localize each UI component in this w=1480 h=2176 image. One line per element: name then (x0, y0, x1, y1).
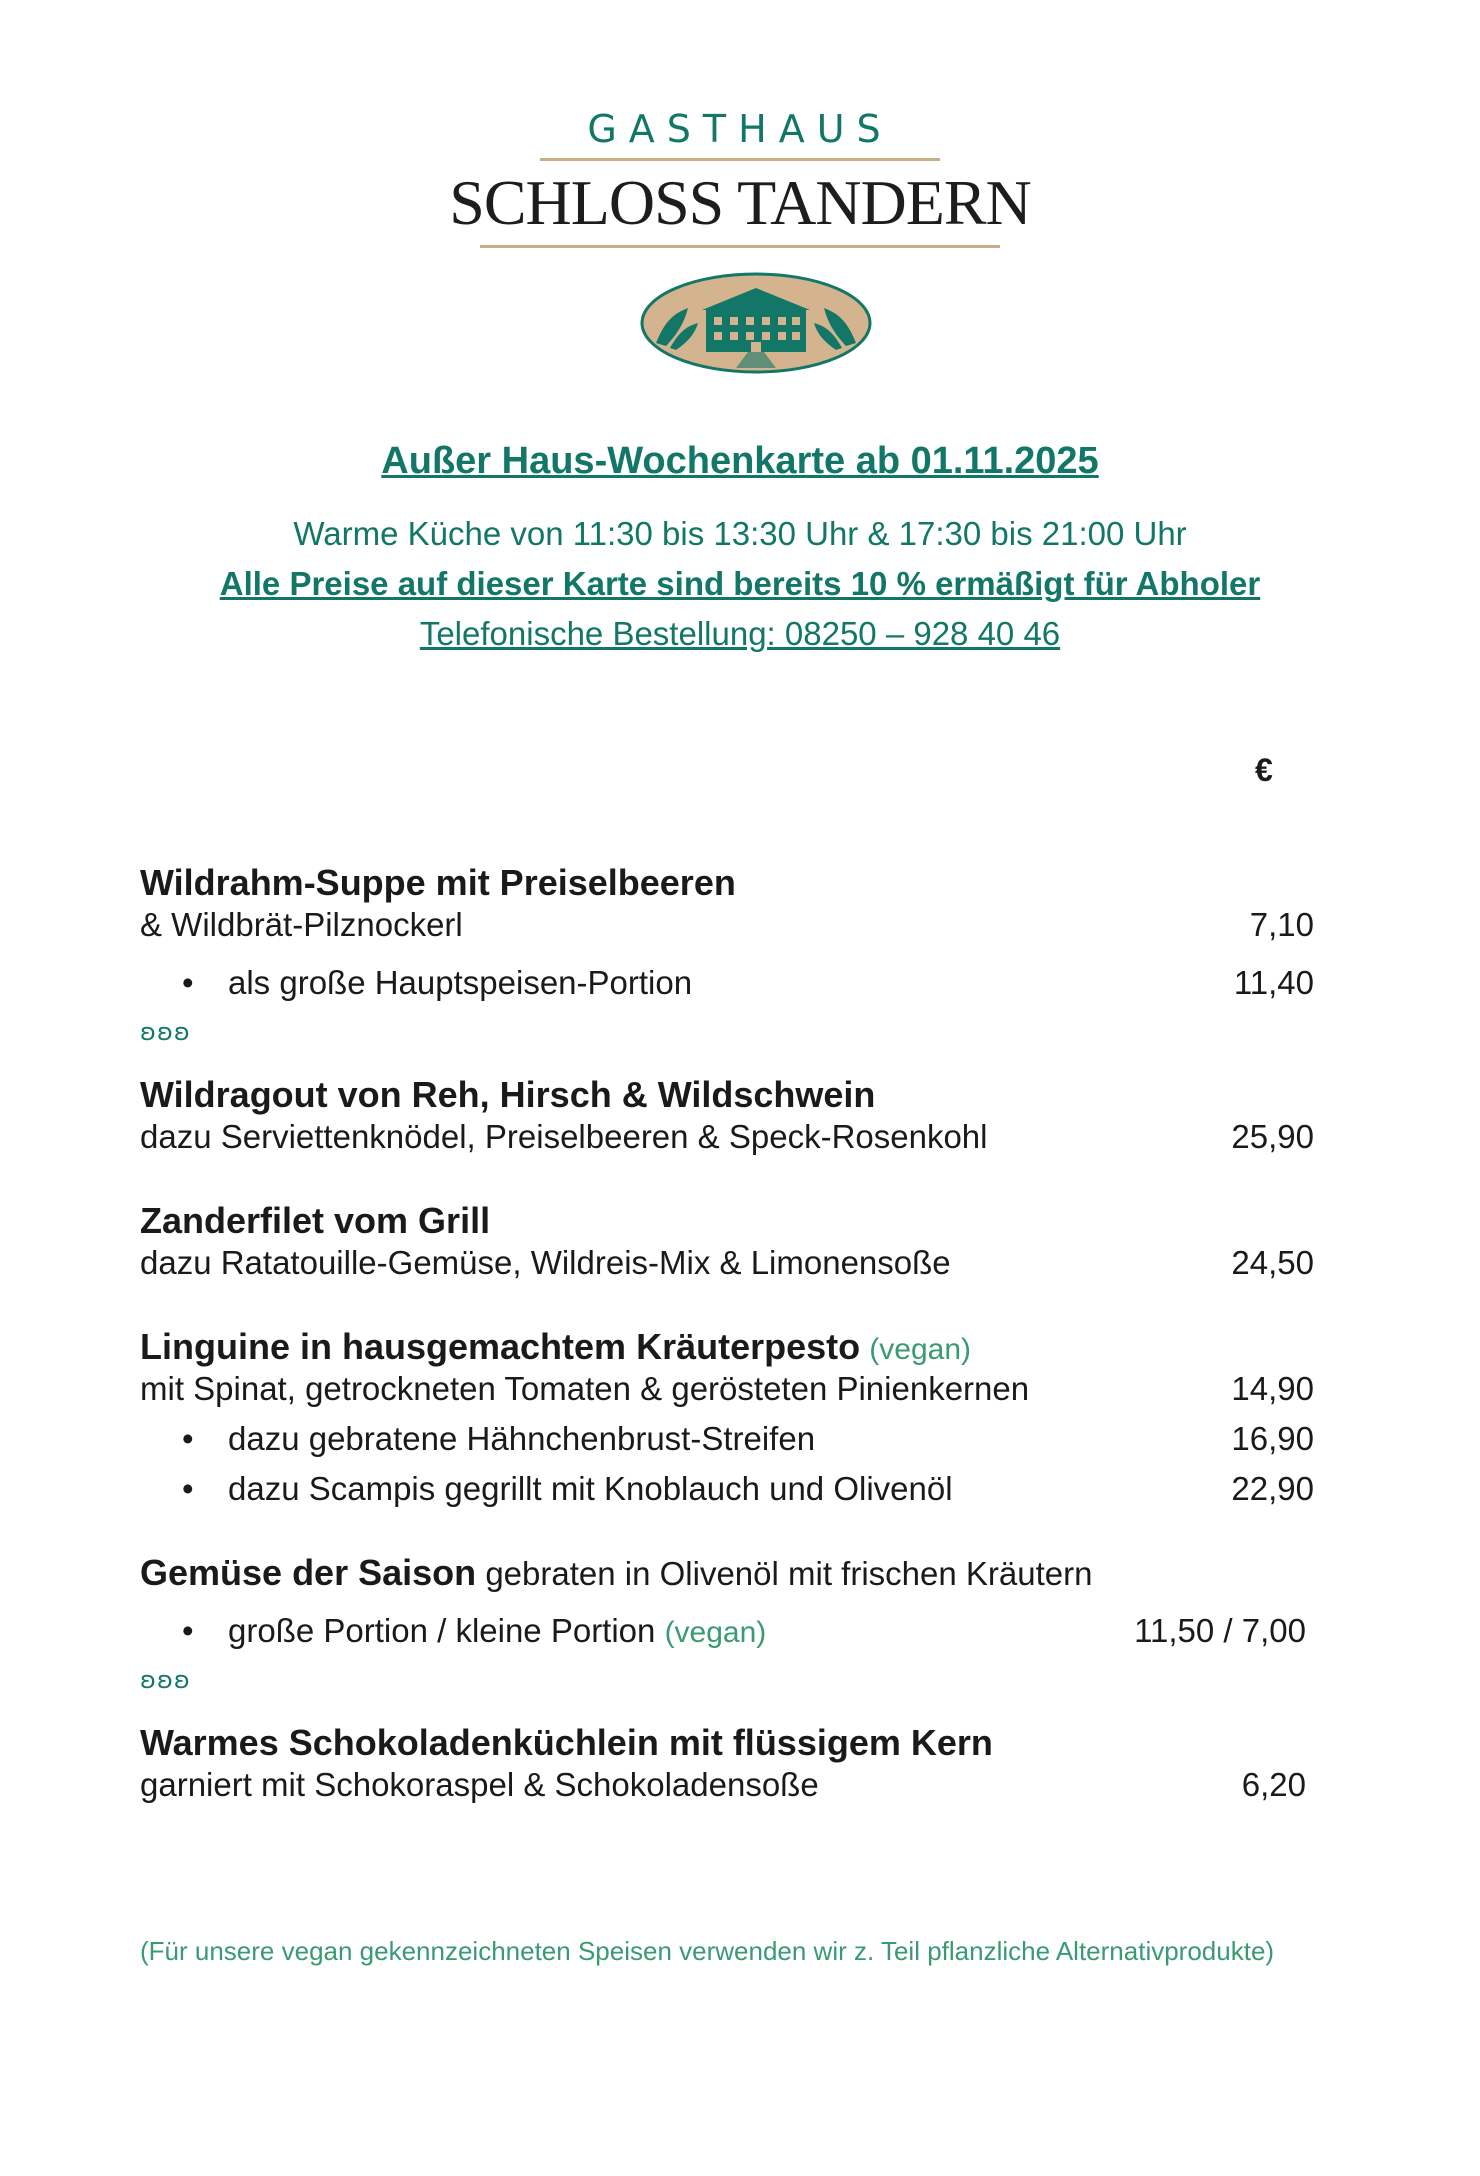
option-soup-large: als große Hauptspeisen-Portion (228, 964, 693, 1001)
separator-ornament-icon: ʚʚʚ (140, 1666, 191, 1694)
dish-desc-ragout: dazu Serviettenknödel, Preiselbeeren & Speck-Rosenkohl (140, 1118, 988, 1155)
dish-title-linguine: Linguine in hausgemachtem Kräuterpesto (140, 1326, 861, 1367)
vegan-footnote: (Für unsere vegan gekennzeichneten Speisen verwenden wir z. Teil pflanzliche Alternativprodukte) (140, 1936, 1275, 1966)
page-title: Außer Haus-Wochenkarte ab 01.11.2025 (381, 440, 1099, 482)
dish-desc-soup: & Wildbrät-Pilznockerl (140, 906, 463, 943)
option-linguine-chicken: dazu gebratene Hähnchenbrust-Streifen (228, 1420, 816, 1457)
dish-title-dessert: Warmes Schokoladenküchlein mit flüssigem Kern (140, 1722, 993, 1763)
dish-desc-vegetables: gebraten in Olivenöl mit frischen Kräutern (485, 1555, 1093, 1592)
price-linguine-chicken: 16,90 (1231, 1420, 1314, 1457)
bullet-icon: • (182, 1612, 194, 1649)
price-vegetables: 11,50 / 7,00 (1134, 1612, 1306, 1649)
discount-note: Alle Preise auf dieser Karte sind bereits 10 % ermäßigt für Abholer (219, 565, 1261, 602)
price-linguine-scampi: 22,90 (1231, 1470, 1314, 1507)
dish-desc-zander: dazu Ratatouille-Gemüse, Wildreis-Mix & Limonensoße (140, 1244, 951, 1281)
bullet-icon: • (182, 1470, 194, 1507)
logo-top-text: GASTHAUS (587, 107, 893, 151)
price-linguine: 14,90 (1231, 1370, 1314, 1407)
dish-desc-dessert: garniert mit Schokoraspel & Schokoladensoße (140, 1766, 819, 1803)
currency-symbol: € (1255, 752, 1273, 788)
logo-main-text: SCHLOSS TANDERN (449, 167, 1031, 238)
price-ragout: 25,90 (1231, 1118, 1314, 1155)
logo-divider-bottom (480, 245, 1000, 248)
logo-divider-top (540, 158, 940, 161)
phone-order-info: Telefonische Bestellung: 08250 – 928 40 46 (419, 615, 1061, 652)
castle-emblem-icon (636, 268, 876, 378)
dish-title-ragout: Wildragout von Reh, Hirsch & Wildschwein (140, 1074, 876, 1115)
option-vegetables-portions: große Portion / kleine Portion (228, 1612, 656, 1649)
restaurant-logo (0, 107, 1480, 248)
dish-title-zander: Zanderfilet vom Grill (140, 1200, 491, 1241)
price-soup: 7,10 (1249, 906, 1314, 943)
vegan-tag: (vegan) (664, 1616, 767, 1649)
dish-desc-linguine: mit Spinat, getrockneten Tomaten & gerösteten Pinienkernen (140, 1370, 1030, 1407)
bullet-icon: • (182, 1420, 194, 1457)
price-dessert: 6,20 (1241, 1766, 1306, 1803)
vegan-tag: (vegan) (869, 1333, 972, 1366)
dish-title-vegetables-row (140, 1552, 1092, 1594)
dish-title-linguine-row (140, 1326, 971, 1368)
option-linguine-scampi: dazu Scampis gegrillt mit Knoblauch und Olivenöl (228, 1470, 953, 1507)
bullet-icon: • (182, 964, 194, 1001)
kitchen-hours: Warme Küche von 11:30 bis 13:30 Uhr & 17:30 bis 21:00 Uhr (293, 515, 1187, 552)
separator-ornament-icon: ʚʚʚ (140, 1018, 191, 1046)
dish-title-vegetables: Gemüse der Saison (140, 1552, 477, 1593)
price-zander: 24,50 (1231, 1244, 1314, 1281)
dish-title-soup: Wildrahm-Suppe mit Preiselbeeren (140, 862, 736, 903)
option-vegetables-row (228, 1612, 766, 1650)
price-soup-large: 11,40 (1233, 964, 1314, 1001)
